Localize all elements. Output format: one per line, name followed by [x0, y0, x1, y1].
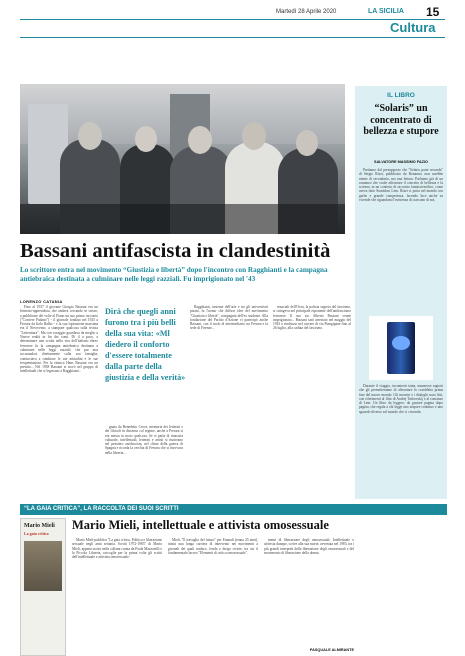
bottom-column-1: [72, 538, 162, 656]
article-column-3-text: Ragghianti, insieme dell'arte e tra gli universitari pisani, fu l'uomo che diffuse idee del movimento "Giustizia e libertà", compagnia dell'ex studente. Alla fondazione del Partito d'Azione vi partecipò anche Bassani, con il ruolo di intermediario tra Ferrara e la sede di Firenze...: [190, 305, 268, 331]
book-cover-title: La gaia critica: [24, 531, 49, 536]
sidebar-label: IL LIBRO: [387, 92, 415, 99]
bottom-column-3: [264, 538, 354, 648]
article-column-1: [20, 305, 98, 503]
bottom-column-2: [168, 538, 258, 656]
article-column-1-text: Fino al 1937 il giovane Giorgio Bassani era un letterato-apprendista, che andava cercando se stesso, a pubblicare dei volte al Fiano un suo primo racconto ("Corriere Padano") - il giornale fondato nel 1925 a Ferrara da Italo Balbo - e la sua ispirazione massima era il Novecento, a stampare qualcosa sulla rivista "Letteratura". Ma con coraggio guardava da meglio a Nuove realtà in fin dei conti. Di il a poco, a determinare una svolta nella vita dell'italiano ebreo ferrarese fu la campagna antiebraica destinata a culminare nelle leggi razziali, che pur non accusandosi direttamente sulla sua famiglia, cominciava a cambiare le sue attitudini e le sue frequentazioni. Per la ritmica Hans Bassani era un prestito... Nel 1938 Bassani si trovò nel gruppo di intellettuali che si legavano a Ragghianti...: [20, 305, 98, 374]
article-headline: Bassani antifascista in clandestinità: [20, 240, 331, 262]
sidebar-author: SALVATORE MASSIMO FAZIO: [374, 160, 428, 164]
sidebar-title: “Solaris” un concentrato di bellezza e stupore: [363, 103, 439, 137]
section-title: Cultura: [390, 20, 436, 35]
pull-quote: Dirà che quegli anni furono tra i più belli della sua vita: «Ml diedero il conforto d'essere totalmente dalla parte della giustizia e della verità»: [105, 307, 186, 382]
header-rule: [20, 19, 445, 20]
article-column-2: [105, 425, 183, 503]
bottom-column-1-text: Mario Mieli pubblica "La gaia critica. Politica e liberazione sessuale negli anni settanta. Scritti 1972-1983" di Mario Mieli, appena uscito nella collana curata da Paola Mazzarelli e la Piccola Libreria, raccoglie per la prima volta gli scritti dell'intellettuale e attivista omosessuale.: [72, 538, 162, 560]
book-author-name: Mario Mieli: [24, 523, 55, 529]
bottom-headline: Mario Mieli, intellettuale e attivista omosessuale: [72, 518, 329, 532]
book-cover-image: [369, 316, 433, 380]
article-column-2-text: gnata da Benedetto Croce, memoria dei letterati e dei filosofi in dissenso col regime, anche a Ferrara si era messa in moto qualcosa. Se si parla di rinascita culturale, intellettuali, letterati e artisti si riunivano nel pensiero antifascista, nel clima della guerra di Spagna e ricorda la cerchia di Ferrara che si ritrovava nella libreria...: [105, 425, 183, 455]
sidebar-text-2-body: Durante il viaggio, incontrerà tanta, numerose ragioni che gli permetteranno di affrontare la cosiddetta prima fase del nuovo mondo. Gli incontri e i dialoghi sono fitti, con riferimenti al film di Andrej Tarkovskij e al romanzo di Lem. Un libro da leggere, da gustare pagina dopo pagina, che regala a chi legge uno stupore continuo e uno sguardo diverso sul mondo che ci circonda.: [359, 384, 443, 414]
page-number: 15: [426, 5, 440, 19]
article-column-4: [273, 305, 351, 503]
sidebar-text-1: [359, 168, 443, 314]
article-subhead: Lo scrittore entra nel movimento “Giustizia e libertà” dopo l'incontro con Ragghianti e la campagna antiebraica destinata a culminare nelle leggi razziali. Fu imprigionato nel '43: [20, 266, 328, 284]
article-photo: [20, 84, 345, 234]
newspaper-name: LA SICILIA: [368, 8, 404, 15]
sidebar-text-2: [359, 384, 443, 496]
article-author: LORENZO CATANIA: [20, 299, 63, 304]
bottom-byline: PASQUALE ALMIRANTE: [309, 648, 354, 652]
bottom-kicker: “LA GAIA CRITICA”, LA RACCOLTA DEI SUOI SCRITTI: [24, 506, 179, 512]
bottom-kicker-bar: [20, 504, 447, 515]
bottom-column-2-text: Mieli, "Il travaglio del futuro" per Einaudi (erano 25 anni), inizia una lunga carriera di intervento nei movimenti a giornali dei quali traduce, fonda e dirige riviste, tra cui il fondamentale lavoro "Elementi di critica omosessuale".: [168, 538, 258, 555]
sidebar-box: [355, 86, 447, 499]
book-cover-mieli: [20, 518, 66, 656]
article-column-4-text: tenaciali dell'Ovra, la polizia segreta del fascismo, si stringeva nel principale esponente dell'antifascismo ferrarese. Il suo zio Alberto Bassani venne imprigionato... Bassani sarà arrestato nel maggio del 1943 e rinchiuso nel carcere di via Piangipane fino al 26 luglio, alla caduta del fascismo.: [273, 305, 351, 331]
bottom-column-3-text: menti di liberazione degli omosessuali. Intellettuale e attivista dunque, scrive alla sua morte, avvenuta nel 1983, tra i più grandi interpreti della liberazione degli omosessuali e del movimento di liberazione della donna.: [264, 538, 354, 555]
sidebar-text-1-body: Partiamo dal presupposto che "Solaris parte seconda" di Sergio Rizzi, pubblicato da Bonanno, non sarebbe niente di secondario, ma una lettura. Parliamo già di un romanzo che vuole affrontare il concetto di bellezza e la scienza, in un contesto di racconto fantascientifico, come aveva fatto Stanisław Lem. Rizzi ci porta nel mondo con garbo e grande competenza, facendo luce anche su vicende che riguardano l'esistenza di ciascuno di noi.: [359, 168, 443, 203]
page-date: Martedì 28 Aprile 2020: [276, 9, 337, 15]
section-rule: [20, 37, 445, 38]
article-column-3: [190, 305, 268, 503]
